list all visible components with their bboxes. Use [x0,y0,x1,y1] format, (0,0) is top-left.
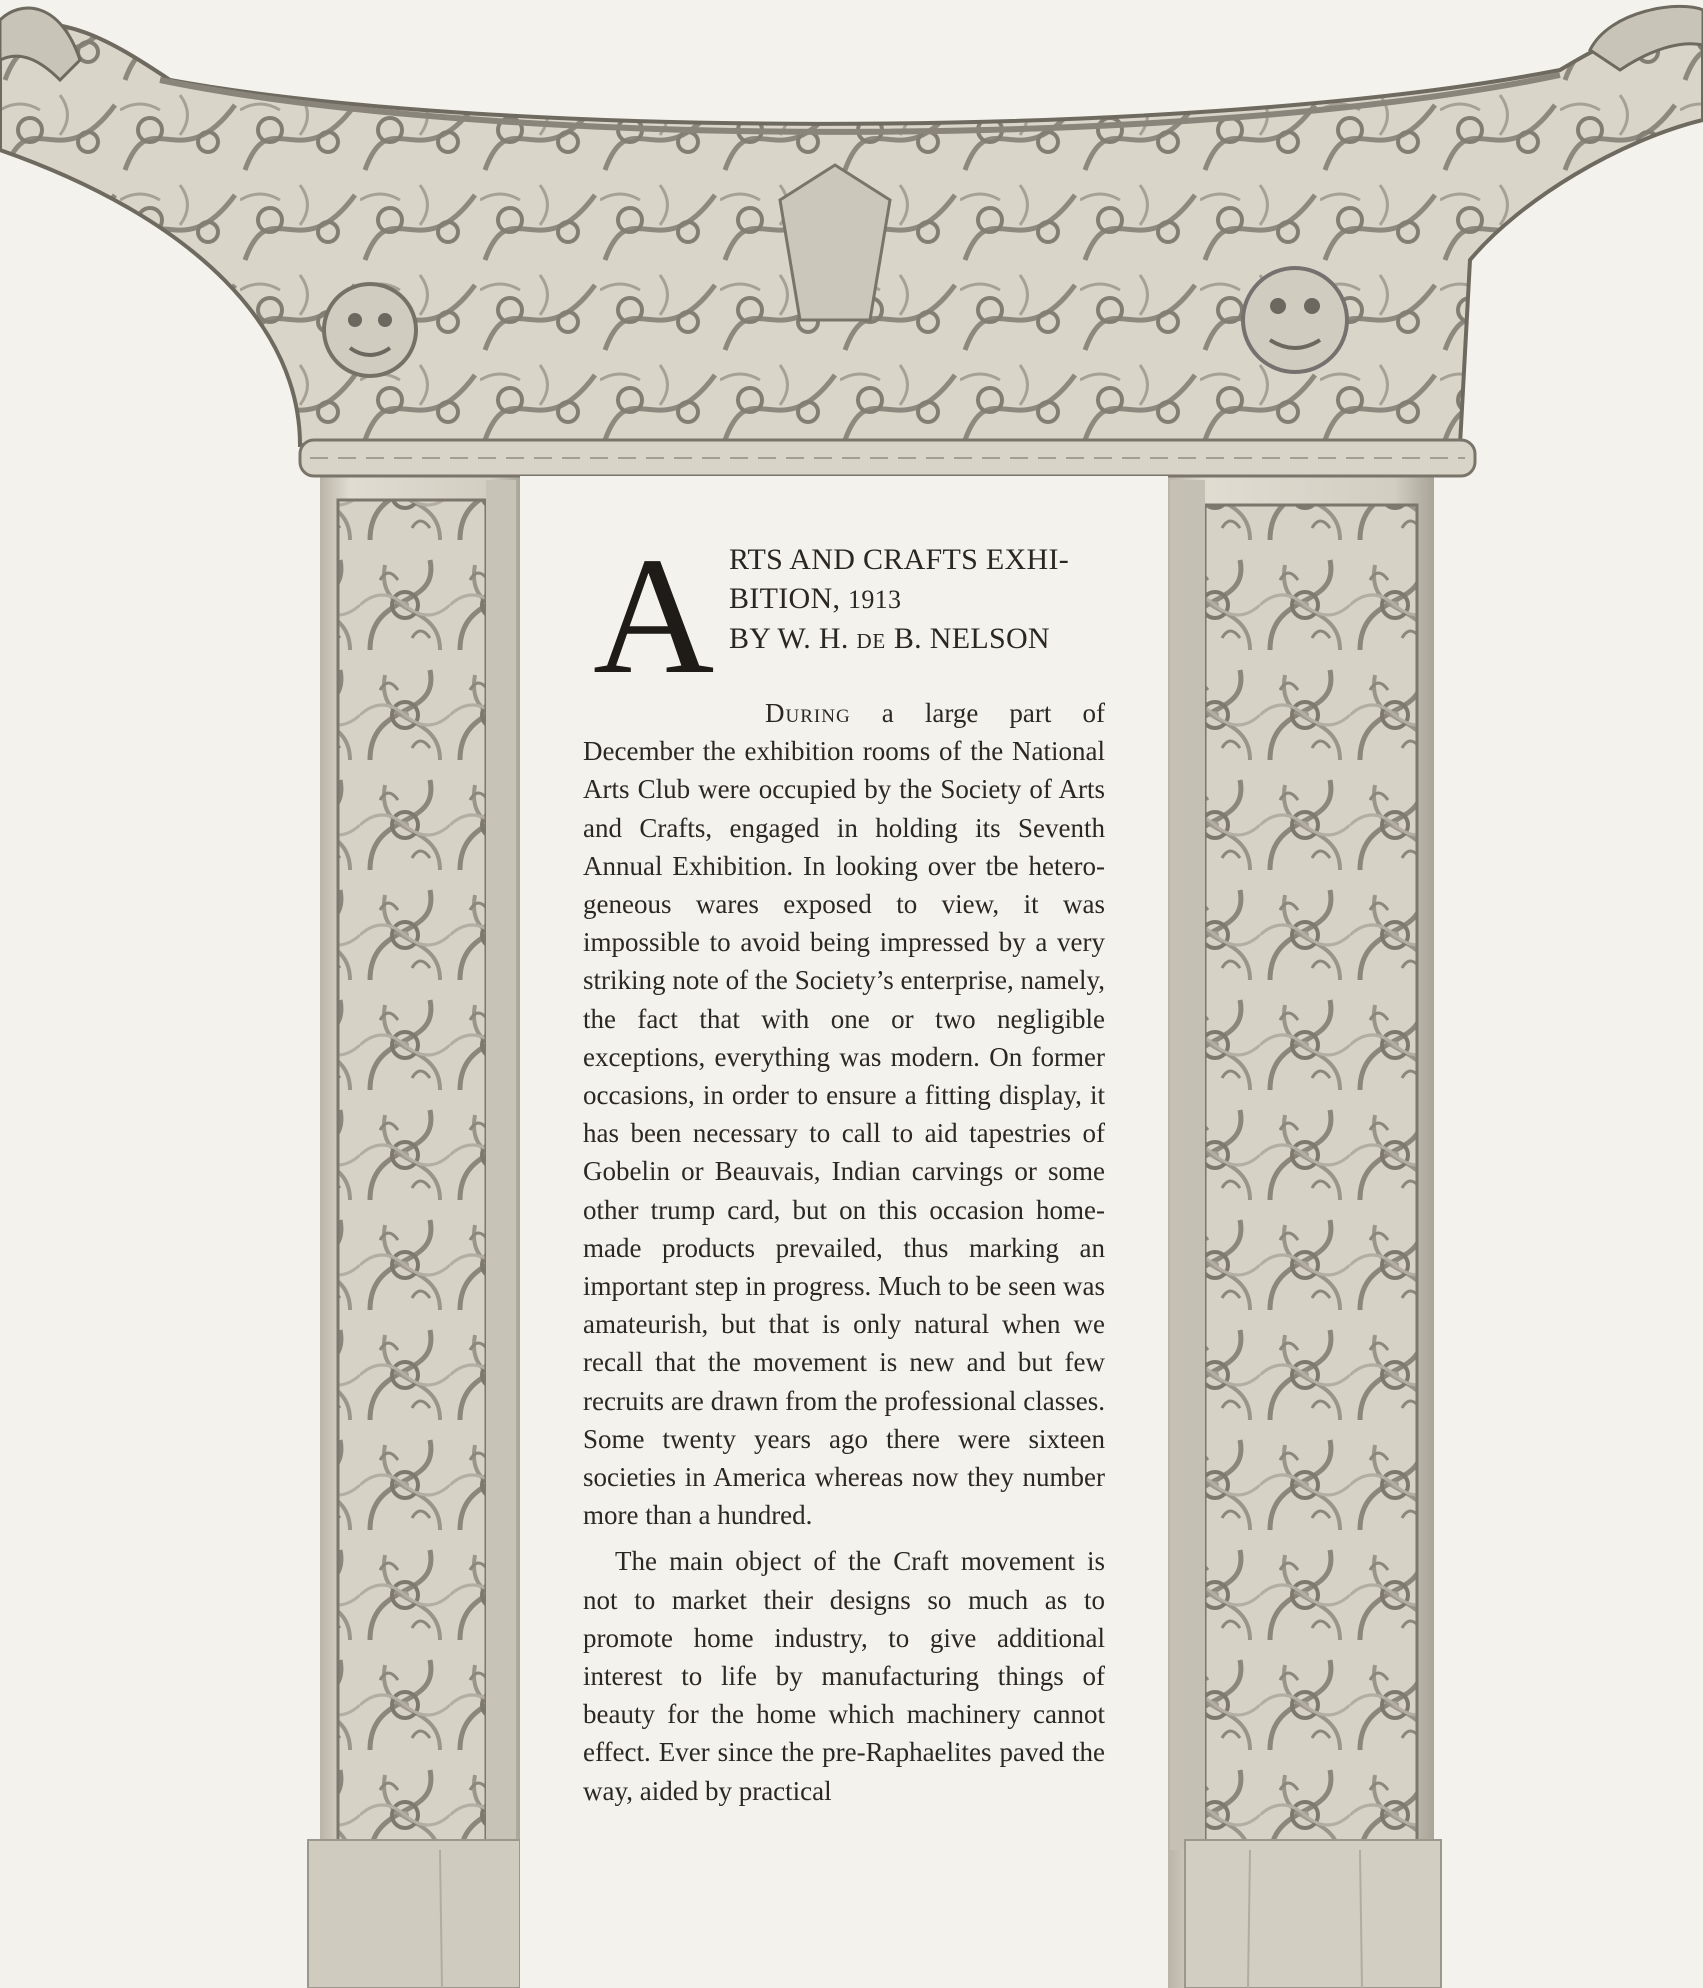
article-heading [583,523,1105,709]
paragraph-1 [583,694,1105,1534]
heading-line-2 [729,579,1105,619]
paragraph-1-lead-word: During [765,698,851,728]
right-carved-post [1168,470,1441,1988]
article-text-column [583,523,1105,1810]
byline-prefix: BY W. H. [729,622,857,655]
heading-year: 1913 [848,585,902,614]
heading-byline [729,619,1105,661]
paragraph-1-body: a large part of December the exhibition rooms of the National Arts Club were occupied by the Society of Arts and Crafts, engaged in holding its Seventh Annual Exhibition. In looking over tbe heterogeneous wares exposed to view, it was impossible to avoid being impressed by a very striking note of the Society’s enterprise, namely, the fact that with one or two negligible exceptions, everything was modern. On former occasions, in order to ensure a fitting display, it has been necessary to call to aid tapestries of Gobelin or Beauvais, Indian carvings or some other trump card, but on this occasion home-made products prevailed, thus marking an important step in progress. Much to be seen was amateurish, but that is only natural when we recall that the movement is new and but few recruits are drawn from the professional classes. Some twenty years ago there were sixteen societies in America whereas now they number more than a hundred. [583,698,1105,1531]
drop-cap-letter: A [593,523,715,709]
heading-line-1: RTS AND CRAFTS EXHI- [729,543,1070,576]
byline-name: B. NELSON [886,622,1050,655]
heading-title-block [729,540,1105,661]
heading-line-2-text: BITION, [729,582,849,615]
carved-lintel [0,6,1703,476]
paragraph-2: The main object of the Craft movement is not to market their designs so much as to promote home industry, to give additional interest to life by manufacturing things of beauty for the home which machinery cannot effect. Ever since the pre-Raphaelites paved the way, aided by practical [583,1546,1105,1806]
byline-de: DE [856,629,887,653]
left-carved-post [308,470,520,1988]
